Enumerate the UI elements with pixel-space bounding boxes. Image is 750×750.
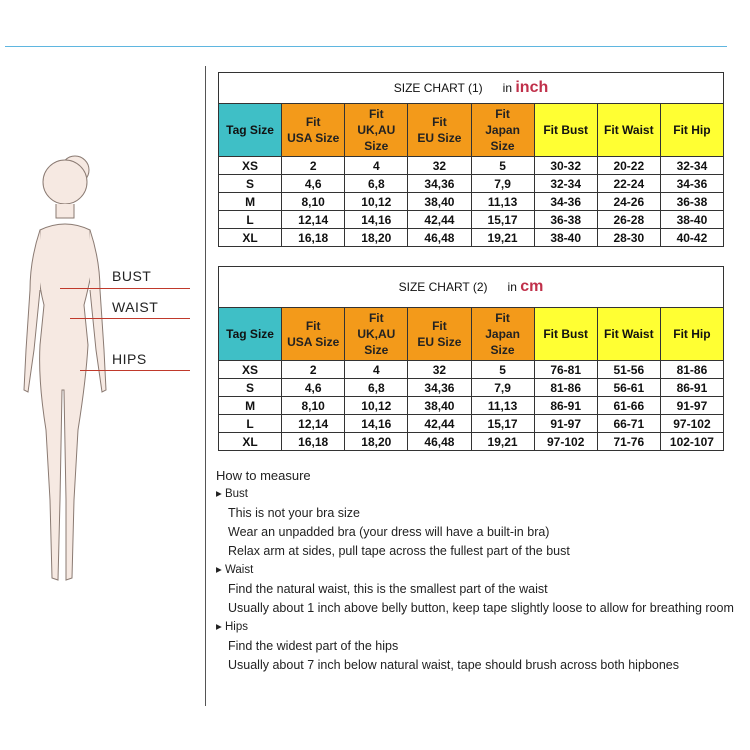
table-cell: 22-24 xyxy=(597,175,660,193)
header-line: Size xyxy=(364,343,389,357)
table-cell: 71-76 xyxy=(597,433,660,451)
table-cell: S xyxy=(219,379,282,397)
table-cell: 4 xyxy=(345,361,408,379)
table-cell: 46,48 xyxy=(408,229,471,247)
column-header xyxy=(534,308,597,361)
table-row xyxy=(219,193,724,211)
chart-title-row xyxy=(219,267,724,308)
header-line: Fit xyxy=(368,107,384,121)
table-cell: 4,6 xyxy=(282,175,345,193)
header-line: UK,AU xyxy=(357,123,396,137)
column-header xyxy=(597,104,660,157)
table-cell: 38-40 xyxy=(660,211,723,229)
column-header xyxy=(408,104,471,157)
header-line: Fit xyxy=(432,115,447,129)
table-cell: 14,16 xyxy=(345,211,408,229)
table-cell: 91-97 xyxy=(534,415,597,433)
header-line: Fit xyxy=(495,107,510,121)
table-cell: 102-107 xyxy=(660,433,723,451)
column-header xyxy=(534,104,597,157)
header-line: Fit Hip xyxy=(673,327,711,341)
instruction-line: Find the widest part of the hips xyxy=(228,639,399,653)
table-row xyxy=(219,379,724,397)
table-cell: 10,12 xyxy=(345,397,408,415)
table-cell: 97-102 xyxy=(660,415,723,433)
table-cell: 8,10 xyxy=(282,193,345,211)
table-cell: 20-22 xyxy=(597,157,660,175)
table-cell: XS xyxy=(219,361,282,379)
header-line: Size xyxy=(490,139,515,153)
section-heading xyxy=(216,561,734,580)
how-to-title: How to measure xyxy=(216,468,311,483)
table-cell: 11,13 xyxy=(471,193,534,211)
header-line: Fit xyxy=(432,319,447,333)
table-cell: 91-97 xyxy=(660,397,723,415)
table-cell: 38-40 xyxy=(534,229,597,247)
table-cell: 56-61 xyxy=(597,379,660,397)
bust-label: BUST xyxy=(112,268,152,284)
unit: cm xyxy=(520,278,544,295)
table-row xyxy=(219,229,724,247)
header-line: EU Size xyxy=(417,335,462,349)
body-figure-illustration xyxy=(0,130,205,590)
size-chart-cm xyxy=(218,266,724,451)
header-line: Tag Size xyxy=(226,123,274,137)
section-heading xyxy=(216,485,734,504)
column-header xyxy=(408,308,471,361)
table-cell: 2 xyxy=(282,157,345,175)
header-line: Fit xyxy=(368,311,384,325)
column-header xyxy=(471,308,534,361)
triangle-bullet-icon: ▸ xyxy=(216,621,222,633)
table-cell: 46,48 xyxy=(408,433,471,451)
table-cell: 32-34 xyxy=(534,175,597,193)
table-cell: 19,21 xyxy=(471,433,534,451)
table-cell: 36-38 xyxy=(534,211,597,229)
table-cell: M xyxy=(219,193,282,211)
table-cell: 61-66 xyxy=(597,397,660,415)
table-cell: 5 xyxy=(471,157,534,175)
instruction-line: Find the natural waist, this is the smallest part of the waist xyxy=(228,582,548,596)
unit-prefix: in xyxy=(502,81,513,95)
table-cell: 18,20 xyxy=(345,433,408,451)
table-cell: 38,40 xyxy=(408,193,471,211)
header-line: Fit Bust xyxy=(543,123,589,137)
waist-label: WAIST xyxy=(112,299,159,315)
table-cell: 86-91 xyxy=(660,379,723,397)
table-cell: 15,17 xyxy=(471,211,534,229)
table-row xyxy=(219,433,724,451)
table-cell: 32 xyxy=(408,361,471,379)
instruction-line: This is not your bra size xyxy=(228,506,360,520)
section-name: Bust xyxy=(224,488,248,500)
section-name: Waist xyxy=(224,564,254,576)
table-cell: 30-32 xyxy=(534,157,597,175)
hips-line xyxy=(80,370,190,371)
header-line: Fit Waist xyxy=(604,327,654,341)
table-row xyxy=(219,211,724,229)
column-header xyxy=(471,104,534,157)
table-row xyxy=(219,175,724,193)
table-cell: 18,20 xyxy=(345,229,408,247)
table-cell: 34,36 xyxy=(408,379,471,397)
column-header xyxy=(660,308,723,361)
column-header xyxy=(597,308,660,361)
table-cell: 15,17 xyxy=(471,415,534,433)
table-cell: 8,10 xyxy=(282,397,345,415)
table-row xyxy=(219,361,724,379)
column-header xyxy=(282,308,345,361)
header-line: Tag Size xyxy=(226,327,274,341)
column-header xyxy=(345,104,408,157)
table-cell: 11,13 xyxy=(471,397,534,415)
instruction-line: Wear an unpadded bra (your dress will have a built-in bra) xyxy=(228,525,550,539)
chart-title: SIZE CHART (2) xyxy=(398,280,488,294)
table-cell: 34-36 xyxy=(534,193,597,211)
table-cell: 51-56 xyxy=(597,361,660,379)
triangle-bullet-icon: ▸ xyxy=(216,564,222,576)
table-cell: L xyxy=(219,415,282,433)
top-divider xyxy=(5,46,727,47)
table-row xyxy=(219,157,724,175)
instruction-line: Usually about 1 inch above belly button, keep tape slightly loose to allow for breathing room xyxy=(228,601,734,615)
chart-title: SIZE CHART (1) xyxy=(393,81,483,95)
table-cell: 34,36 xyxy=(408,175,471,193)
chart-title-row xyxy=(219,73,724,104)
table-cell: 28-30 xyxy=(597,229,660,247)
table-cell: 6,8 xyxy=(345,379,408,397)
size-chart-inch xyxy=(218,72,724,247)
vertical-divider xyxy=(205,66,206,706)
table-cell: XL xyxy=(219,229,282,247)
header-line: USA Size xyxy=(287,131,340,145)
table-cell: 66-71 xyxy=(597,415,660,433)
table-cell: 32 xyxy=(408,157,471,175)
how-to-measure xyxy=(216,466,734,675)
table-cell: 7,9 xyxy=(471,379,534,397)
table-cell: 86-91 xyxy=(534,397,597,415)
header-line: Fit xyxy=(495,311,510,325)
header-line: Size xyxy=(490,343,515,357)
table-cell: 97-102 xyxy=(534,433,597,451)
section-heading xyxy=(216,618,734,637)
table-row xyxy=(219,397,724,415)
table-cell: 4,6 xyxy=(282,379,345,397)
table-cell: 14,16 xyxy=(345,415,408,433)
table-cell: XL xyxy=(219,433,282,451)
waist-line xyxy=(70,318,190,319)
header-line: UK,AU xyxy=(357,327,396,341)
column-header xyxy=(345,308,408,361)
header-line: Japan xyxy=(485,123,520,137)
header-line: Japan xyxy=(485,327,520,341)
table-cell: 2 xyxy=(282,361,345,379)
unit-prefix: in xyxy=(507,280,517,294)
table-row xyxy=(219,415,724,433)
column-header xyxy=(219,308,282,361)
hips-label: HIPS xyxy=(112,351,147,367)
table-cell: 10,12 xyxy=(345,193,408,211)
header-line: Size xyxy=(364,139,389,153)
triangle-bullet-icon: ▸ xyxy=(216,488,222,500)
instruction-line: Usually about 7 inch below natural waist, tape should brush across both hipbones xyxy=(228,658,679,672)
column-header xyxy=(219,104,282,157)
table-cell: 34-36 xyxy=(660,175,723,193)
table-cell: 7,9 xyxy=(471,175,534,193)
table-cell: 76-81 xyxy=(534,361,597,379)
table-cell: 36-38 xyxy=(660,193,723,211)
table-cell: 5 xyxy=(471,361,534,379)
header-line: Fit Bust xyxy=(543,327,589,341)
table-cell: 38,40 xyxy=(408,397,471,415)
table-cell: 16,18 xyxy=(282,229,345,247)
table-cell: 40-42 xyxy=(660,229,723,247)
table-cell: 16,18 xyxy=(282,433,345,451)
table-cell: 42,44 xyxy=(408,211,471,229)
column-header xyxy=(282,104,345,157)
table-cell: XS xyxy=(219,157,282,175)
table-cell: L xyxy=(219,211,282,229)
instruction-line: Relax arm at sides, pull tape across the fullest part of the bust xyxy=(228,544,570,558)
table-cell: 12,14 xyxy=(282,415,345,433)
header-line: Fit Hip xyxy=(673,123,711,137)
table-cell: S xyxy=(219,175,282,193)
unit: inch xyxy=(515,79,549,96)
section-name: Hips xyxy=(224,621,248,633)
header-line: USA Size xyxy=(287,335,340,349)
table-cell: 81-86 xyxy=(534,379,597,397)
table-cell: 19,21 xyxy=(471,229,534,247)
table-cell: 24-26 xyxy=(597,193,660,211)
table-cell: 26-28 xyxy=(597,211,660,229)
table-cell: M xyxy=(219,397,282,415)
table-cell: 12,14 xyxy=(282,211,345,229)
table-cell: 32-34 xyxy=(660,157,723,175)
header-line: Fit Waist xyxy=(604,123,654,137)
table-cell: 42,44 xyxy=(408,415,471,433)
column-header xyxy=(660,104,723,157)
header-line: Fit xyxy=(305,115,321,129)
table-cell: 6,8 xyxy=(345,175,408,193)
header-line: EU Size xyxy=(417,131,462,145)
header-line: Fit xyxy=(305,319,321,333)
table-cell: 81-86 xyxy=(660,361,723,379)
table-cell: 4 xyxy=(345,157,408,175)
bust-line xyxy=(60,288,190,289)
